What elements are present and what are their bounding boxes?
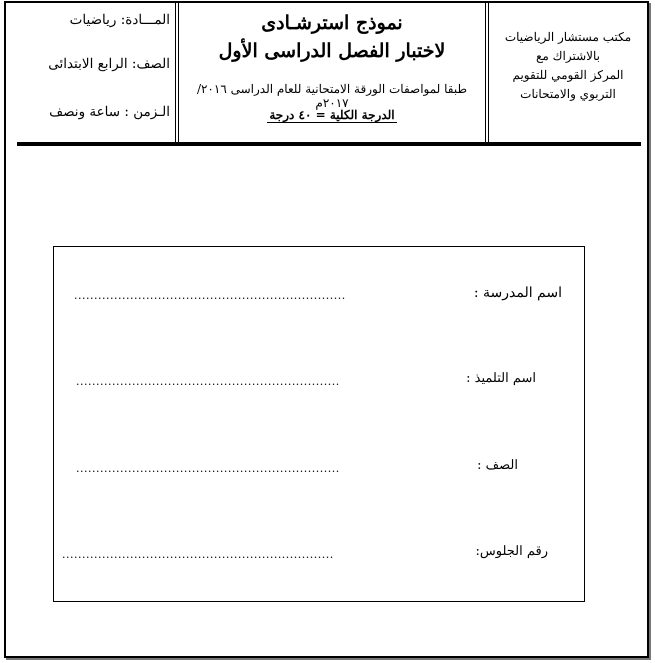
exam-title-box (175, 2, 489, 143)
issuer-line-1: مكتب مستشار الرياضيات (504, 30, 632, 44)
seat-number-field[interactable]: .................................................................... (62, 548, 334, 561)
total-grade-text (179, 108, 485, 122)
issuer-line-4: التربوي والامتحانات (520, 87, 616, 101)
class-label: الصف : (477, 458, 518, 473)
student-name-field[interactable]: .................................................................. (76, 375, 340, 388)
school-name-field[interactable]: .................................................................... (74, 289, 346, 302)
exam-title-line1: نموذج استرشـادى (261, 12, 403, 34)
exam-specs-text: طبقا لمواصفات الورقة الامتحانية للعام الدراسى ٢٠١٦/ ٢٠١٧م (196, 82, 468, 110)
class-field[interactable]: .................................................................. (76, 462, 340, 475)
grade-level-text: الصف: الرابع الابتدائى (48, 56, 170, 72)
total-grade-value: الدرجة الكلية = ٤٠ درجة (269, 108, 395, 122)
issuer-line-3: المركز القومي للتقويم (512, 68, 624, 82)
header-divider (17, 142, 641, 146)
subject-text: المـــادة: رياضيات (69, 12, 170, 28)
time-text: الـزمن : ساعة ونصف (49, 104, 170, 120)
issuer-block (496, 28, 640, 104)
school-name-label: اسم المدرسة : (473, 285, 562, 301)
issuer-line-2: بالاشتراك مع (536, 49, 600, 63)
seat-number-label: رقم الجلوس: (475, 544, 548, 559)
student-info-form (53, 246, 585, 602)
student-name-label: اسم التلميذ : (466, 371, 536, 386)
exam-title-line2: لاختبار الفصل الدراسى الأول (218, 40, 446, 62)
